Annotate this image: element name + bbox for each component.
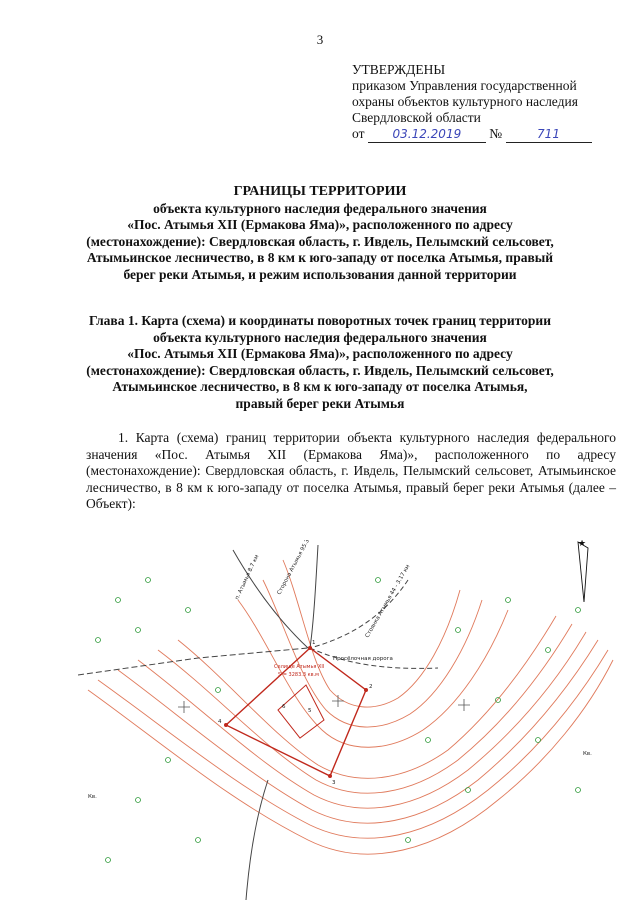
document-title <box>60 184 580 283</box>
title-line: «Пос. Атымья XII (Ермакова Яма)», расположенного по адресу <box>127 217 513 232</box>
site-map-svg <box>78 540 618 900</box>
site-label: Селище Атымья XII <box>274 664 325 670</box>
chapter-line: «Пос. Атымья XII (Ермакова Яма)», расположенного по адресу <box>127 346 513 361</box>
title-line: (местонахождение): Свердловская область, г. Ивдель, Пелымский сельсовет, <box>86 233 554 249</box>
area-label: S = 3283.3 кв.м <box>278 672 319 678</box>
title-line: берег реки Атымья, и режим использования данной территории <box>123 266 517 282</box>
approval-line: охраны объектов культурного наследия <box>352 94 578 109</box>
title-line: объекта культурного наследия федерального значения <box>153 200 487 216</box>
chapter-heading <box>60 313 580 412</box>
north-arrow-icon <box>578 540 588 602</box>
chapter-line: правый берег реки Атымья <box>235 395 405 411</box>
road-label: Сторона Атымья 95.3 км <box>276 540 316 596</box>
page-number: 3 <box>316 32 324 47</box>
road-label: Стоянка Атымья 44 - 3.17 км <box>364 563 412 639</box>
point-label: 2 <box>369 684 373 690</box>
approval-heading: УТВЕРЖДЕНЫ <box>352 62 446 77</box>
point-label: 5 <box>308 708 312 714</box>
paragraph-1: 1. Карта (схема) границ территории объекта культурного наследия федерального значения «Пос. Атымья XII (Ермакова Яма)», расположенного по адресу (местонахождение): Свердловская область, г. Ивдель, Пелымский сельсовет, Атымьинское лесничество, в 8 км к юго-западу от поселка Атымья, правый берег реки Атымья (далее – Объект): <box>86 430 616 511</box>
point-label: 1 <box>312 640 316 646</box>
approval-block <box>352 62 632 143</box>
approval-number: 711 <box>506 126 592 143</box>
chapter-line: (местонахождение): Свердловская область, г. Ивдель, Пелымский сельсовет, <box>86 362 554 378</box>
approval-date: 03.12.2019 <box>368 126 486 143</box>
road-label: п. Атымья 8.7 км <box>234 554 261 601</box>
site-map <box>78 540 618 900</box>
point-label: 3 <box>332 780 336 786</box>
chapter-line: Глава 1. Карта (схема) и координаты поворотных точек границ территории <box>89 313 551 328</box>
number-prefix: № <box>489 126 503 141</box>
chapter-line: объекта культурного наследия федерального значения <box>153 329 487 345</box>
title-line: Атымьинское лесничество, в 8 км к юго-западу от поселка Атымья, правый <box>86 250 554 265</box>
point-label: 6 <box>282 704 286 710</box>
title-main: ГРАНИЦЫ ТЕРРИТОРИИ <box>233 184 407 199</box>
approval-line: приказом Управления государственной <box>352 78 577 93</box>
svg-text:★: ★ <box>578 540 587 549</box>
date-prefix: от <box>352 126 365 141</box>
point-label: 4 <box>218 719 222 725</box>
contour-lines <box>88 560 613 854</box>
corner-label: Кв. <box>88 794 97 800</box>
corner-label: Кв. <box>583 751 592 757</box>
approval-date-line <box>352 126 632 143</box>
chapter-line: Атымьинское лесничество, в 8 км к юго-западу от поселка Атымья, <box>112 379 528 394</box>
approval-line: Свердловской области <box>352 110 481 125</box>
route-label: Просёлочная дорога <box>333 656 393 662</box>
